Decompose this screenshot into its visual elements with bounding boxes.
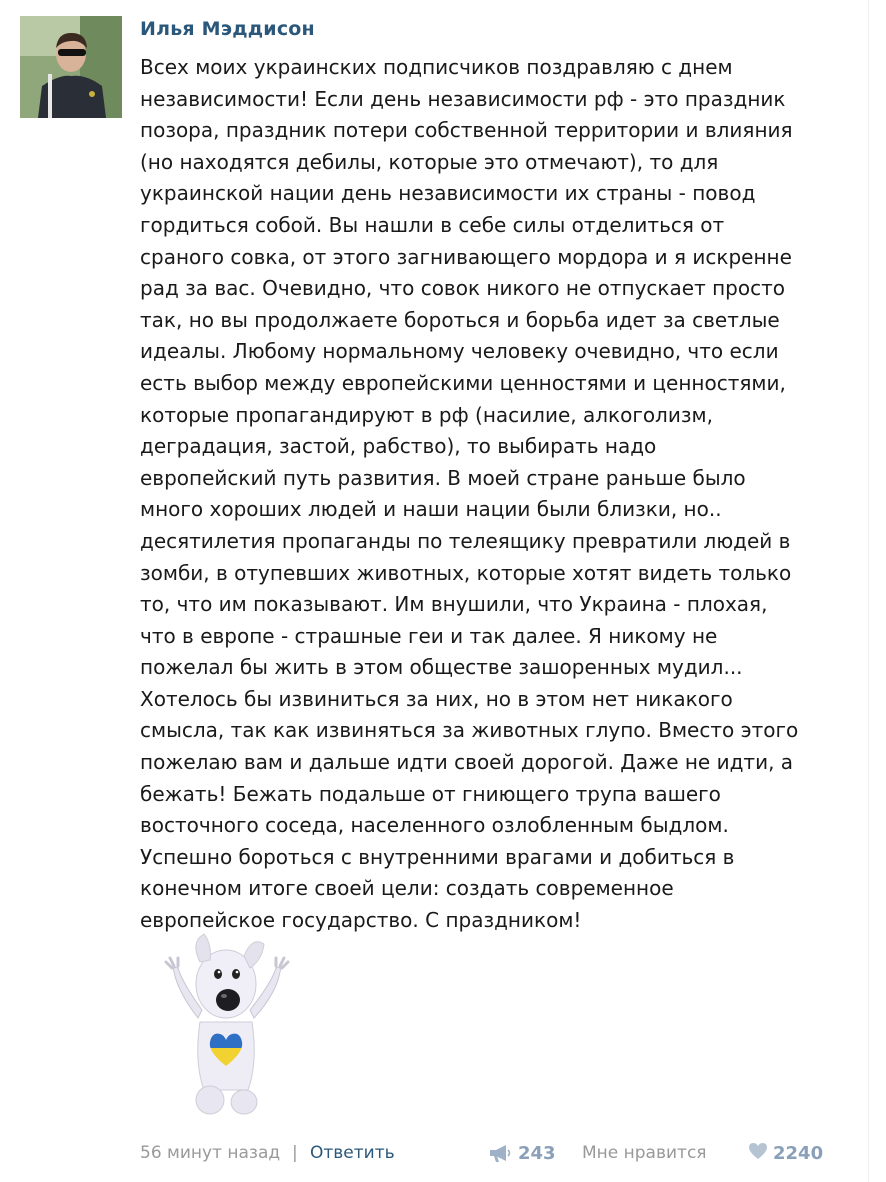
- post-text-line: пожелал бы жить в этом обществе зашоренных мудил...: [140, 655, 743, 680]
- post-text-line: (но находятся дебилы, которые это отмечают), то для: [140, 149, 719, 174]
- megaphone-icon: [488, 1143, 512, 1163]
- post-text-line: деградация, застой, рабство), то выбирать надо: [140, 434, 657, 459]
- like-label[interactable]: Мне нравится: [582, 1143, 707, 1163]
- avatar[interactable]: [20, 16, 122, 118]
- post-text-line: много хороших людей и наши нации были близки, но..: [140, 497, 722, 522]
- post-text-line: гордиться собой. Вы нашли в себе силы отделиться от: [140, 212, 725, 237]
- heart-icon: [748, 1142, 768, 1165]
- reply-link[interactable]: Ответить: [310, 1143, 395, 1163]
- post-text-line: пожелаю вам и дальше идти своей дорогой. Даже не идти, а: [140, 750, 794, 775]
- share-button[interactable]: [488, 1140, 556, 1166]
- post-text-line: что в европе - страшные геи и так далее. Я никому не: [140, 623, 718, 648]
- post-text-line: так, но вы продолжаете бороться и борьба идет за светлые: [140, 307, 780, 332]
- post-text-line: Всех моих украинских подписчиков поздравляю с днем: [140, 55, 733, 79]
- post-text-line: позора, праздник потери собственной территории и влияния: [140, 118, 793, 143]
- post-text-line: Хотелось бы извиниться за них, но в этом нет никакого: [140, 686, 733, 711]
- sticker-image: [160, 922, 292, 1118]
- post-text-line: то, что им показывают. Им внушили, что Украина - плохая,: [140, 592, 768, 617]
- post-text-line: украинской нации день независимости их страны - повод: [140, 181, 756, 206]
- post-time[interactable]: 56 минут назад: [140, 1143, 281, 1163]
- post-text-line: Успешно бороться с внутренними врагами и добиться в: [140, 844, 735, 869]
- avatar-photo: [20, 16, 122, 118]
- post-text-line: европейский путь развития. В моей стране раньше было: [140, 465, 746, 490]
- author-name[interactable]: Илья Мэддисон: [140, 18, 315, 40]
- share-count: 243: [518, 1142, 556, 1164]
- post-text: [140, 52, 852, 937]
- post-text-line: которые пропагандируют в рф (насилие, алкоголизм,: [140, 402, 713, 427]
- post-text-line: независимости! Если день независимости рф - это праздник: [140, 86, 786, 111]
- post-text-line: конечном итоге своей цели: создать современное: [140, 876, 674, 901]
- post-text-line: зомби, в отупевших животных, которые хотят видеть только: [140, 560, 792, 585]
- post-text-line: сраного совка, от этого загнивающего мордора и я искренне: [140, 244, 792, 269]
- post-text-line: есть выбор между европейскими ценностями и ценностями,: [140, 370, 786, 395]
- post-text-line: смысла, так как извиняться за животных глупо. Вместо этого: [140, 718, 799, 743]
- post-footer: [140, 1140, 824, 1166]
- post-text-line: идеалы. Любому нормальному человеку очевидно, что если: [140, 339, 779, 364]
- post-text-line: бежать! Бежать подальше от гниющего трупа вашего: [140, 781, 721, 806]
- post-text-line: десятилетия пропаганды по телеящику превратили людей в: [140, 528, 791, 553]
- like-button[interactable]: [748, 1140, 823, 1166]
- post-text-line: рад за вас. Очевидно, что совок никого не отпускает просто: [140, 276, 785, 301]
- post-text-line: европейское государство. С праздником!: [140, 908, 582, 933]
- footer-separator: |: [292, 1143, 298, 1163]
- like-count: 2240: [773, 1142, 824, 1164]
- post-text-line: восточного соседа, населенного озлобленным быдлом.: [140, 813, 729, 838]
- right-divider: [868, 0, 869, 1182]
